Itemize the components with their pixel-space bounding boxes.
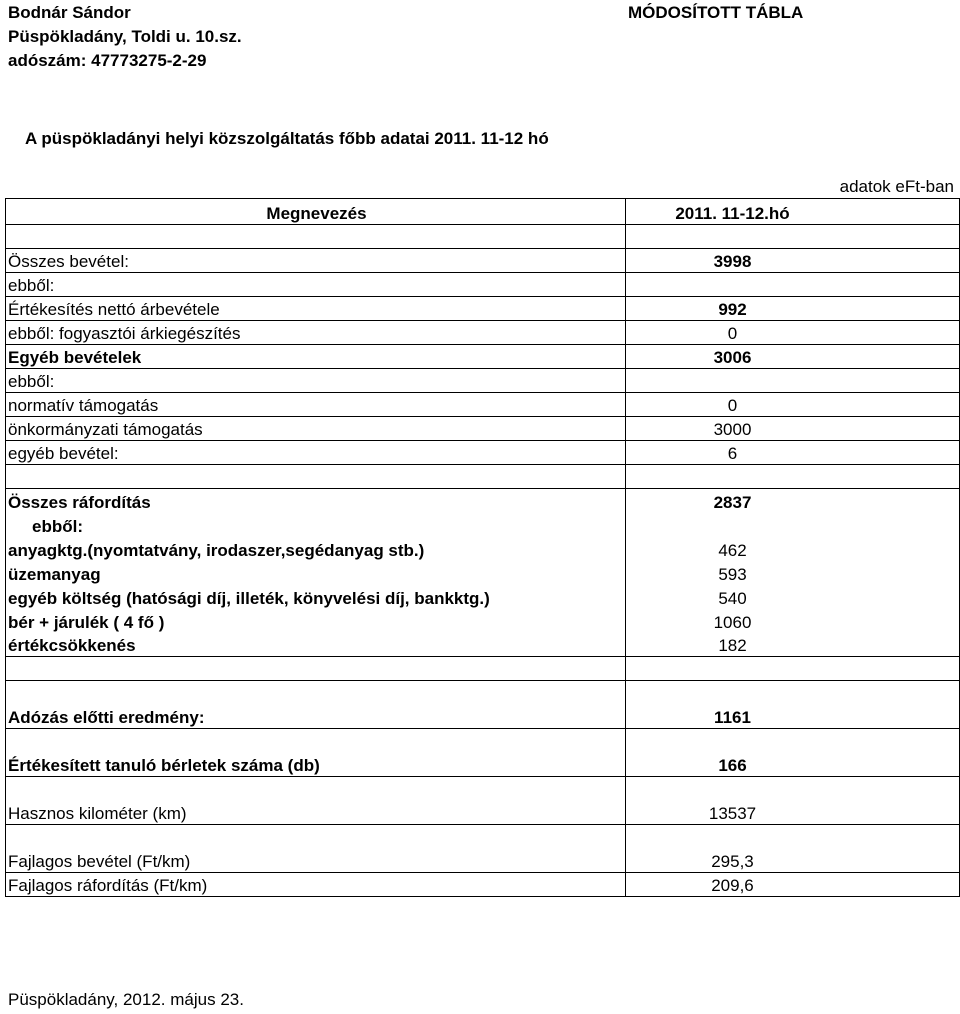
row-value: 3998 (626, 249, 960, 273)
row-label: Összes bevétel: (6, 249, 626, 273)
row-label: Értékesített tanuló bérletek száma (db) (6, 753, 626, 777)
table-row (6, 369, 960, 393)
row-value: 3006 (626, 345, 960, 369)
row-value (626, 681, 960, 705)
row-value (626, 513, 960, 537)
row-label: Összes ráfordítás (6, 489, 626, 513)
data-table (5, 198, 960, 897)
table-row (6, 849, 960, 873)
place-and-date: Püspökladány, 2012. május 23. (8, 990, 244, 1009)
table-row (6, 393, 960, 417)
row-value: 0 (626, 393, 960, 417)
row-value (626, 225, 960, 249)
row-value (626, 777, 960, 801)
table-row (6, 297, 960, 321)
row-label: értékcsökkenés (6, 633, 626, 657)
row-label: egyéb bevétel: (6, 441, 626, 465)
table-row (6, 777, 960, 801)
table-row (6, 825, 960, 849)
row-value (626, 729, 960, 753)
table-row (6, 225, 960, 249)
table-row (6, 681, 960, 705)
row-label (6, 777, 626, 801)
units-note: adatok eFt-ban (839, 177, 954, 196)
table-row (6, 729, 960, 753)
table-row (6, 705, 960, 729)
table-row (6, 561, 960, 585)
row-label (6, 657, 626, 681)
row-value: 6 (626, 441, 960, 465)
row-value (626, 369, 960, 393)
table-row (6, 465, 960, 489)
row-value: 1161 (626, 705, 960, 729)
table-row (6, 489, 960, 513)
table-row (6, 657, 960, 681)
column-header-name: Megnevezés (6, 199, 626, 225)
row-value: 13537 (626, 801, 960, 825)
row-value: 462 (626, 537, 960, 561)
table-row (6, 609, 960, 633)
row-label (6, 729, 626, 753)
row-label: ebből: fogyasztói árkiegészítés (6, 321, 626, 345)
row-label: Adózás előtti eredmény: (6, 705, 626, 729)
row-label: önkormányzati támogatás (6, 417, 626, 441)
row-value: 166 (626, 753, 960, 777)
row-value: 540 (626, 585, 960, 609)
table-row (6, 801, 960, 825)
row-label: Értékesítés nettó árbevétele (6, 297, 626, 321)
row-value (626, 657, 960, 681)
table-row (6, 537, 960, 561)
table-row (6, 273, 960, 297)
row-label: bér + járulék ( 4 fő ) (6, 609, 626, 633)
table-row (6, 873, 960, 897)
row-label: egyéb költség (hatósági díj, illeték, könyvelési díj, bankktg.) (6, 585, 626, 609)
row-value: 593 (626, 561, 960, 585)
row-label (6, 225, 626, 249)
row-value: 209,6 (626, 873, 960, 897)
table-header-row (6, 199, 960, 225)
row-label: Egyéb bevételek (6, 345, 626, 369)
row-value: 3000 (626, 417, 960, 441)
table-row (6, 249, 960, 273)
row-value (626, 465, 960, 489)
row-label (6, 825, 626, 849)
row-label (6, 465, 626, 489)
author-address: Püspökladány, Toldi u. 10.sz. (8, 27, 242, 46)
row-label: Fajlagos ráfordítás (Ft/km) (6, 873, 626, 897)
row-label: anyagktg.(nyomtatvány, irodaszer,segédanyag stb.) (6, 537, 626, 561)
table-row (6, 585, 960, 609)
table-row (6, 321, 960, 345)
row-value (626, 825, 960, 849)
modified-table-label: MÓDOSÍTOTT TÁBLA (628, 3, 804, 22)
row-label: Fajlagos bevétel (Ft/km) (6, 849, 626, 873)
author-name: Bodnár Sándor (8, 3, 131, 22)
column-header-period: 2011. 11-12.hó (626, 199, 960, 225)
tax-id: adószám: 47773275-2-29 (8, 51, 207, 70)
row-label: ebből: (6, 273, 626, 297)
row-label: ebből: (6, 513, 626, 537)
row-label: Hasznos kilométer (km) (6, 801, 626, 825)
table-row (6, 633, 960, 657)
row-label: üzemanyag (6, 561, 626, 585)
row-value: 992 (626, 297, 960, 321)
table-row (6, 345, 960, 369)
table-row (6, 513, 960, 537)
document-title: A püspökladányi helyi közszolgáltatás főbb adatai 2011. 11-12 hó (25, 129, 549, 148)
row-label (6, 681, 626, 705)
table-row (6, 753, 960, 777)
table-row (6, 441, 960, 465)
row-value: 182 (626, 633, 960, 657)
row-value: 1060 (626, 609, 960, 633)
row-value: 295,3 (626, 849, 960, 873)
row-value: 2837 (626, 489, 960, 513)
row-value (626, 273, 960, 297)
table-row (6, 417, 960, 441)
row-label: ebből: (6, 369, 626, 393)
row-label: normatív támogatás (6, 393, 626, 417)
row-value: 0 (626, 321, 960, 345)
